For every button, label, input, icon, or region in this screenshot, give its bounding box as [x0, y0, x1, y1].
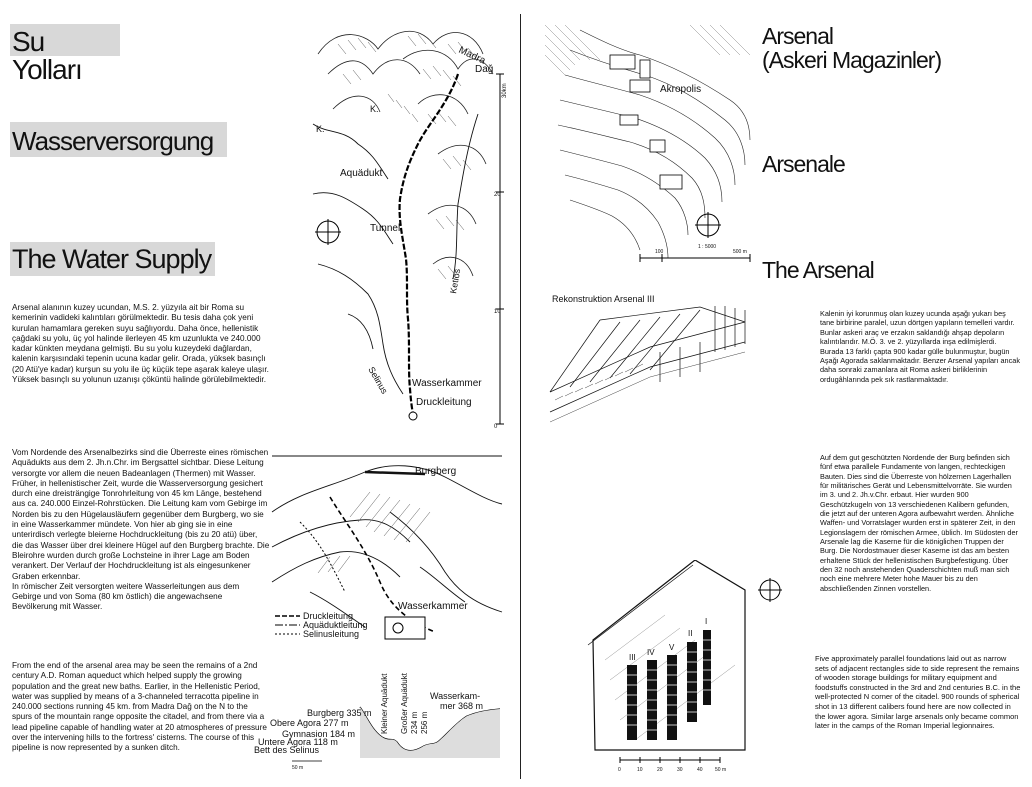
profile-234m: 234 m — [410, 711, 419, 734]
text-tr-arsenal: Kalenin iyi korunmuş olan kuzey ucunda aşağı yukarı beş tane birbirine paralel, uzun dörtgen yapıların temelleri vardır. Bunlar askeri araç ve erzakın saklandığı ahşap depoların kalıntılarıdır. M.Ö. 3. ve 2. yüzyıllarda inşa edilmişlerdi. Burada 13 farklı çapta 900 kadar gülle bulunmuştur, bugün Aşağı Agorada saklanmaktadır. Benzer Arsenal yapıları ancak daha sonraki zamanlara ait Roma askeri birliklerinin ordugâhlarında pek sık rastlanmaktadır. — [820, 309, 1020, 384]
heading-tr-arsenal-line2: (Askeri Magazinler) — [762, 47, 942, 74]
heading-tr-arsenal — [762, 24, 1022, 72]
text-de-water — [12, 448, 270, 613]
akropolis-scale-500: 500 m — [733, 249, 747, 255]
profile-wasserkammer: Wasserkam- — [430, 691, 481, 701]
text-de-water-2: In römischer Zeit versorgten weitere Wasserleitungen aus dem Gebirge und von Soma (80 km östlich) die angewachsene Bevölkerung mit Wasser. — [12, 581, 240, 612]
plan-label-ii: II — [688, 629, 693, 638]
wasserkammer-marker — [409, 412, 417, 420]
heading-tr-arsenal-line1: Arsenal — [762, 23, 833, 49]
scale-label-20: 20 — [494, 192, 501, 198]
aqueduct-line — [400, 74, 458, 414]
legend-aquaeduktleitung: Aquäduktleitung — [303, 620, 368, 630]
plan-scale-10: 10 — [637, 767, 643, 773]
heading-de-arsenal: Arsenale — [762, 151, 845, 177]
profile-gymnasion: Gymnasion 184 m — [282, 729, 356, 739]
akropolis-map — [540, 20, 755, 265]
akropolis-scale-100: 100 — [655, 249, 664, 255]
text-de-water-1: Vom Nordende des Arsenalbezirks sind die Überreste eines römischen Aquädukts aus dem 2. Jh.n.Chr. im Bergsattel sichtbar. Diese Leitung versorgte vor allem die neuen Badeanlagen (Thermen) mit Wasser. Früher, in hellenistischer Zeit, wurde die Wasserversorgung gesichert durch eine dreisträngige Tonrohrleitung von 45 km Länge, bestehend aus ca. 240.000 Einzel-Rohrstücken. Die Leitung kam vom Gebirge im Norden bis zu den Hügelausläufern gegenüber dem Burgberg, wo sie in eine Wasserkammer mündete. Von hier ab ging sie in eine unterirdisch verlegte bleierne Hochdruckleitung (bis zu 20 atü) über, die das Wasser über drei kleinere Hügel auf den Burgberg brachte. Die Bleirohre wurden durch große Lochsteine in ihrer Lage am Boden verankert. Der Verlauf der Hochdruckleitung ist als eingesunkener Graben erkennbar. — [12, 448, 270, 581]
profile-grosser-aquaedukt: Großer Aquädukt — [400, 673, 409, 734]
label-wasserkammer: Wasserkammer — [412, 378, 482, 389]
heading-tr-water: Su Yolları — [10, 24, 120, 56]
plan-scale-30: 30 — [677, 767, 683, 773]
plan-scale-50: 50 m — [715, 767, 727, 773]
label-madra: Madra — [456, 44, 488, 67]
label-druckleitung: Druckleitung — [416, 397, 472, 408]
label-k2: K. — [370, 104, 379, 114]
plan-label-v: V — [669, 643, 675, 652]
page-fold — [520, 14, 521, 779]
legend-selinusleitung: Selinusleitung — [303, 629, 360, 639]
label-burgberg: Burgberg — [415, 466, 457, 477]
plan-label-i: I — [705, 617, 708, 626]
label-tunnel: Tunnel — [370, 223, 401, 234]
text-en-arsenal: Five approximately parallel foundations laid out as narrow sets of adjacent rectangles side to side represent the remains of wooden storage buildings for military equipment and foodstuffs constructed in the 3rd and 2nd centuries B.C. in the well-protected N corner of the citadel. 900 rounds of spherical shot in 13 different calibers found here are now collected in the lower agora. Similar large arsenals only became common later in the camps of the Roman Imperial legionnaires. — [815, 654, 1021, 731]
arsenal-reconstruction — [540, 292, 755, 432]
arsenal-plan — [585, 560, 785, 775]
label-reconstruction: Rekonstruktion Arsenal III — [552, 294, 655, 304]
compass-icon-akropolis — [695, 212, 721, 238]
label-ketios: Ketios — [448, 267, 463, 295]
label-akropolis: Akropolis — [660, 84, 702, 95]
plan-scale-20: 20 — [657, 767, 663, 773]
water-supply-map — [308, 14, 518, 434]
akropolis-map-scale: 1 : 5000 — [698, 244, 717, 250]
profile-obere-agora: Obere Agora 277 m — [270, 718, 349, 728]
burgberg-landscape-sketch — [270, 452, 505, 650]
profile-bett-selinus: Bett des Selinus — [254, 745, 320, 755]
profile-256m: 256 m — [420, 711, 429, 734]
plan-label-iii: III — [629, 653, 636, 662]
plan-scale-40: 40 — [697, 767, 703, 773]
elevation-profile — [252, 662, 502, 772]
compass-icon-plan — [758, 578, 782, 602]
mountain-relief — [318, 31, 493, 276]
label-aquaedukt: Aquädukt — [340, 168, 383, 179]
profile-scale: 50 m — [292, 765, 304, 771]
heading-en-water: The Water Supply — [10, 242, 215, 276]
plan-label-iv: IV — [647, 648, 655, 657]
label-k1: K. — [316, 124, 325, 134]
profile-wasserkammer-2: mer 368 m — [440, 701, 484, 711]
scale-label-0: 0 — [494, 424, 498, 430]
profile-kleiner-aquaedukt: Kleiner Aquädukt — [380, 673, 389, 734]
map-scale-bar — [494, 74, 508, 430]
profile-burgberg: Burgberg 335 m — [307, 708, 372, 718]
label-selinus: Selinus — [366, 365, 390, 396]
heading-de-water: Wasserversorgung — [10, 122, 227, 157]
hatching — [338, 34, 476, 279]
text-tr-water: Arsenal alanının kuzey ucundan, M.S. 2. yüzyıla ait bir Roma su kemerinin vadideki kalıntıları görülmektedir. Bu tesis daha çok yeni kurulan hamamlara gereken suyu sağlıyordu. Daha önce, hellenistik çağdaki su yolu, üç yol halinde ilerleyen 45 km uzunlukta ve 240.000 kadar künkten meydana gelmişti. Bu su yolu kuzeydeki dağlardan, kalenin karşısındaki tepenin ucuna kadar gelir. Orada, yüksek basınçlı (20 Atü'ye kadar) kurşun su yolu ile üç küçük tepe aşarak kaleye ulaşır. Yüksek basınçlı su yolunun uzanışı çöküntü halinde görülebilmektedir. — [12, 303, 269, 385]
compass-icon — [315, 219, 341, 245]
legend-druckleitung: Druckleitung — [303, 611, 354, 621]
heading-en-arsenal: The Arsenal — [762, 257, 874, 283]
profile-untere-agora: Untere Agora 118 m — [258, 737, 338, 747]
label-wasserkammer-sketch: Wasserkammer — [398, 601, 468, 612]
text-de-arsenal: Auf dem gut geschützten Nordende der Burg befinden sich fünf etwa parallele Fundamente von langen, rechteckigen Bauten. Dies sind die Überreste von hölzernen Lagerhallen für militärisches Gerät und Lebensmittelvorräte. Sie wurden im 3. und 2. Jh.v.Chr. erbaut. Hier wurden 900 Geschützkugeln von 13 verschiedenen Kalibern gefunden, die jetzt auf der unteren Agora aufbewahrt werden. Ähnliche Waffen- und Vorratslager wurden erst in späterer Zeit, in den Legionslagern der römischen Armee, üblich. Im Südosten der Arsenale lag die Kaserne für die königlichen Truppen der Burg. Die Nordostmauer dieser Kaserne ist das am besten erhaltene Stück der hellenistischen Burgbefestigung. Über den 32 noch anstehenden Quaderschichten muß man sich noch eine mehrere Meter hohe Mauer bis zu den abschließenden Zinnen vorstellen. — [820, 453, 1018, 593]
label-dag: Dağ — [475, 64, 494, 75]
text-en-water: From the end of the arsenal area may be seen the remains of a 2nd century A.D. Roman aqueduct which helped supply the growing population and the great new baths. Earlier, in the Hellenistic Period, water was supplied by means of a 3-channeled terracotta pipeline in 240.000 sections running 45 km. from Madra Dağ on the N to the spurs of the mountain range opposite the citadel, and from there via a lead pipeline capable of handling water at 20 atmospheres of pressure over the intervening hills to the fortress' cisterns. The course of this pipeline is now represented by a sunken ditch. — [12, 661, 267, 753]
plan-scale-0: 0 — [618, 767, 621, 773]
scale-label-30: 30km — [502, 83, 508, 98]
scale-label-10: 10 — [494, 309, 501, 315]
